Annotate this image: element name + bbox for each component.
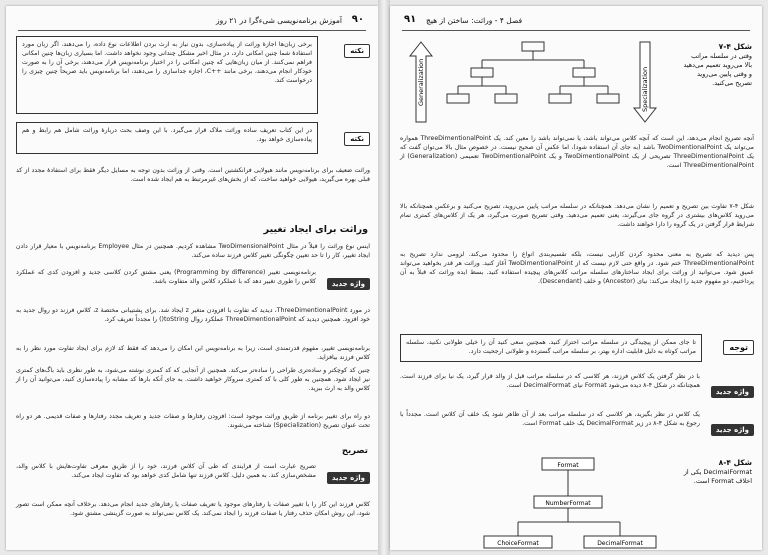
section-paragraph-2: در مورد ThreeDimentionalPoint، دیدید که تفاوت با افزودن متغیر z ایجاد شد. برای پشتیبانی مختصهٔ z، کلاس فرزند دو روال جدید به خود افزود. همچنین دیدید که ThreeDimentionalPoint عملکرد روال toString() را مجدداً تعریف کرد. <box>16 307 370 324</box>
hierarchy-figure-4-7 <box>402 38 680 130</box>
subsection-heading: تصریح <box>341 446 368 456</box>
note-box <box>16 36 318 114</box>
figure-caption-text: DecimalFormat یکی از اخلاف Format است. <box>683 468 752 485</box>
new-term-tag-1: واژه جدید <box>711 386 754 398</box>
note-box <box>400 334 702 362</box>
numberformat-label: NumberFormat <box>545 500 591 507</box>
body-paragraph-1: آنچه تصریح انجام می‌دهد، این است که آنچه کلاس می‌تواند باشد، یا نمی‌تواند باشد را معین کند. یک ThreeDimentionalPoint همواره می‌تواند یک TwoDimentionalPoint باشد (به جای آن استفاده شود)، اما عکس آن صحیح نیست. در خصوص مثال بالا می‌توان گفت که یک ThreeDimentionalPoint تصریحی از یک TwoDimentionalPoint و یک TwoDimentionalPoint تعمیمی (Generalization) از ThreeDimentionalPoint است. <box>400 135 755 170</box>
note-box-2 <box>16 122 318 154</box>
section-paragraph-1: اینس نوع وراثت را قبلاً در مثال TwoDimensionalPoint مشاهده کردیم. همچنین در مثال Employee برنامه‌نویس با معیار قرار دادن ایجاد تغییر، کار را تا حد تعیین چگونگی تغییر کلاس فرزند ساده می‌کند. <box>16 243 370 260</box>
note-label: توجه <box>723 340 754 355</box>
format-label: Format <box>557 462 579 469</box>
new-term-tag-2: واژه جدید <box>327 472 370 484</box>
page-number: ۹۰ <box>351 14 364 25</box>
section-paragraph-5: دو راه برای تغییر برنامه از طریق وراثت موجود است: افزودن رفتارها و صفات جدید و تعریف مجدد رفتارها و صفات قدیمی. هر دو راه تحت عنوان تصریح (Specialization) شناخته می‌شوند. <box>16 413 370 430</box>
right-page-header <box>402 14 750 31</box>
new-term-definition-1: برنامه‌نویسی تغییر (Programming by difference) یعنی مشتق کردن کلاسی جدید و افزودن کدی که عملکرد کلاس را طوری تغییر دهد که با عملکرد کلاس والد متفاوت باشد. <box>16 269 316 286</box>
new-term-tag-1: واژه جدید <box>327 278 370 290</box>
section-paragraph-4: چنین کد کوچکتر و ساده‌تری طراحی را ساده‌تر می‌کند. همچنین از آنجایی که کد کمتری نوشته می‌شود، به طور نظری باید باگ‌های کمتری نیز ایجاد شود. همچنین به طور کلی با کد کمتری سروکار خواهید داشت. به جای آنکه بارها کد مشابه را پیاده‌سازی کنید، می‌توانید آن را از کلاس والد به ارث ببرید. <box>16 367 370 393</box>
figure-title: شکل ۴-۷ <box>718 42 752 51</box>
new-term-definition-2: یک کلاس در نظر بگیرید، هر کلاسی که در سلسله مراتب بعد از آن ظاهر شود یک خلف آن کلاس است. مجدداً با رجوع به شکل ۴-۸ در زیر DecimalFormat یک خلف Format است. <box>400 411 700 428</box>
note-text: برخی زبان‌ها اجازهٔ وراثت از پیاده‌سازی، بدون نیاز به ارث بردن اطلاعات نوع داده، را می‌دهند. اگر زبان مورد استفادهٔ شما چنین امکانی دارد، در مثال اخیر مشکل چندانی وجود نخواهد داشت. اما بسیاری زبان‌ها چنین امکانی فراهم نمی‌کنند. از میان زبان‌هایی که چنین امکانی را در اختیار برنامه‌نویس قرار می‌دهند، برخی آن را به صورت خودکار انجام می‌دهند، برخی مانند ++C، اجازه جداسازی را می‌دهند، اما برنامه‌نویس باید صریحاً چنین چیزی را درخواست کند. <box>22 41 312 85</box>
book-gutter <box>378 0 390 555</box>
body-paragraph-2: شکل ۴-۷ تفاوت بین تصریح و تعمیم را نشان می‌دهد. همچنانکه در سلسله مراتب پایین می‌روید، تصریح می‌کنید و برعکس همچنانکه بالا می‌روید کلاس‌های بیشتری در گروه جای می‌گیرند، یعنی تعمیم می‌دهید. وقتی تصریح صورت می‌گیرد، هر یک از کلاس‌های کمتری تمام شرایط قرار گرفتن در یک گروه را دارا خواهند داشت. <box>400 203 754 229</box>
class-hierarchy-figure-4-8 <box>476 456 676 550</box>
section-paragraph-3: برنامه‌نویسی تغییر، مفهوم قدرتمندی است، زیرا به برنامه‌نویس این امکان را می‌دهد که فقط کد لازم برای ایجاد تفاوت مورد نظر را به کلاس فرزند بیافزاید. <box>16 345 370 362</box>
note-label-2: نکته <box>344 132 370 146</box>
note-label: نکته <box>344 44 370 58</box>
running-header: آموزش برنامه‌نویسی شی‌ءگرا در ۲۱ روز <box>215 16 342 25</box>
new-term-definition-1: با در نظر گرفتن یک کلاس فرزند، هر کلاسی که در سلسله مراتب قبل از والد قرار گیرد، یک نیا برای فرزند است. همچنانکه در شکل ۴-۸ دیده می‌شود Format نیای DecimalFormat است. <box>400 373 700 390</box>
new-term-definition-2: تصریح عبارت است از فرایندی که طی آن کلاس فرزند، خود را از طریق معرفی تفاوت‌هایش با کلاس والد، مشخص‌سازی کند. به همین دلیل، کلاس فرزند تنها شامل کدی خواهد بود که تفاوت ایجاد می‌کند. <box>16 463 316 480</box>
figure-title: شکل ۴-۸ <box>718 458 752 467</box>
page-number: ۹۱ <box>404 14 417 25</box>
figure-caption-4-7 <box>682 42 752 88</box>
note-text: تا جای ممکن از پیچیدگی در سلسله مراتب احتراز کنید. همچنین سعی کنید آن را خیلی طولانی نکنید، سلسله مراتب کوتاه به دلیل قابلیت اداره بهتر، بر سلسله مراتب گسترده و طولانی ارجحیت دارد. <box>406 339 696 356</box>
figure-caption-text: وقتی در سلسله مراتب بالا می‌روید تعمیم می‌دهید و وقتی پایین می‌روید تصریح می‌کنید. <box>683 52 752 87</box>
body-paragraph-3: پس دیدید که تصریح به معنی محدود کردن کارایی نیست، بلکه تقسیم‌بندی انواع را محدود می‌کند. لزومی ندارد تصریح به ThreeDimentionalPoint ختم شود. در واقع حتی لازم نیست که از TwoDimentionalPoint آغاز کنید. وراثت هر قدر بخواهید می‌تواند عمیق شود. می‌توانید از وراثت برای ایجاد ساختارهای سلسله مراتب کلاس‌های پیچیده استفاده کنید. بسط ایده وراثت که قبلاً به آن پرداختیم، دو مفهوم جدید را ایجاد می‌کند: نیای (Ancestor) و خلف (Descendant). <box>400 251 754 286</box>
new-term-tag-2: واژه جدید <box>711 424 754 436</box>
left-page <box>6 6 378 550</box>
note-text-2: در این کتاب تعریف ساده وراثت ملاک قرار می‌گیرد. با این وصف بحث دربارهٔ وراثت شامل هم رابط و هم پیاده‌سازی خواهد بود. <box>22 127 312 144</box>
generalization-arrow-label: Generalization <box>417 58 425 106</box>
section-heading: وراثت برای ایجاد تغییر <box>263 224 368 235</box>
choiceformat-label: ChoiceFormat <box>497 540 539 547</box>
decimalformat-label: DecimalFormat <box>597 540 643 547</box>
running-header: فصل ۴ - وراثت: ساختن از هیچ <box>426 16 523 25</box>
specialization-arrow-label: Specialization <box>641 66 649 112</box>
section-paragraph-6: کلاس فرزند این کار را با تغییر صفات یا رفتارهای موجود یا تعریف صفات یا رفتارهای جدید انجام می‌دهد. برخلاف آنچه ممکن است تصور شود، این روش امکان حذف رفتار یا صفات فرزند را ایجاد نمی‌کند. یک کلاس نمی‌تواند به صورت گزینشی مشتق شود. <box>16 501 370 518</box>
figure-caption-4-8 <box>670 458 752 486</box>
right-page <box>390 6 762 550</box>
left-page-header <box>18 14 366 31</box>
intro-paragraph: وراثت ضعیف برای برنامه‌نویس مانند هیولایی فرانکشتین است. وقتی از وراثت بدون توجه به مسایل دیگر فقط برای استفادهٔ مجدد از کد قبلی بهره می‌گیرید، هیولایی خواهید ساخت، که از بخش‌های غیرمرتبط به هم ایجاد شده است. <box>16 167 370 184</box>
